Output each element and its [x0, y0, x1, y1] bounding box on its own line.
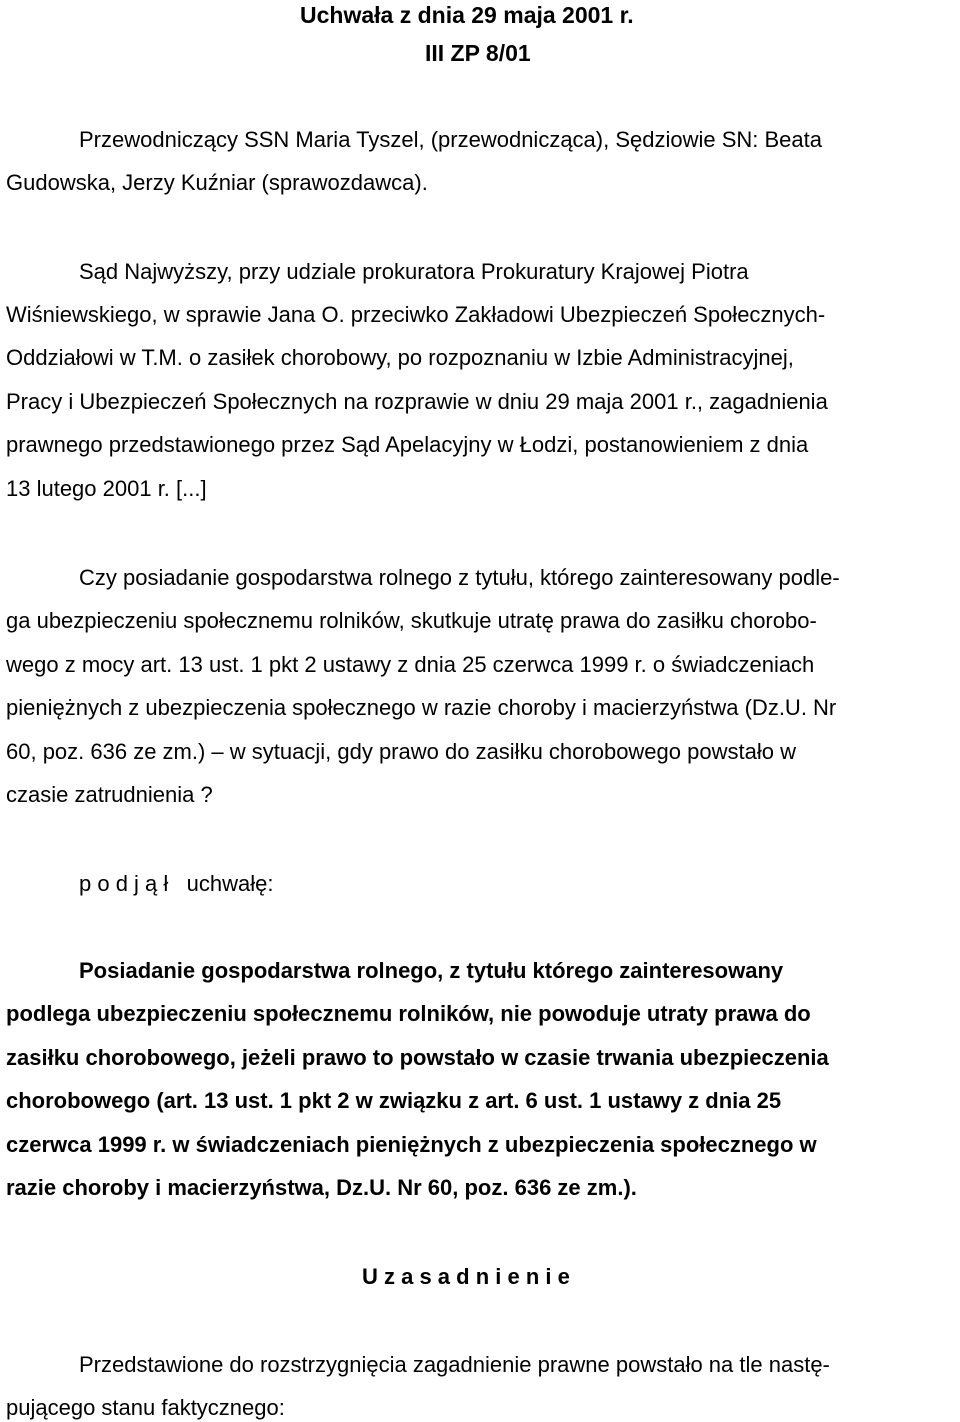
- question-line-2: ga ubezpieczeniu społecznemu rolników, skutkuje utratę prawa do zasiłku chorobo-: [6, 608, 817, 633]
- resolution-line-4: chorobowego (art. 13 ust. 1 pkt 2 w związku z art. 6 ust. 1 ustawy z dnia 25: [6, 1088, 782, 1113]
- document-title: Uchwała z dnia 29 maja 2001 r.: [300, 2, 634, 28]
- question-line-5: 60, poz. 636 ze zm.) – w sytuacji, gdy prawo do zasiłku chorobowego powstało w: [6, 739, 796, 764]
- question-line-1: Czy posiadanie gospodarstwa rolnego z tytułu, którego zainteresowany podle-: [79, 565, 840, 590]
- bench-line-2: Gudowska, Jerzy Kuźniar (sprawozdawca).: [6, 170, 428, 195]
- proceedings-line-4: Pracy i Ubezpieczeń Społecznych na rozprawie w dniu 29 maja 2001 r., zagadnienia: [6, 389, 828, 414]
- resolution-line-2: podlega ubezpieczeniu społecznemu rolników, nie powoduje utraty prawa do: [6, 1001, 811, 1026]
- resolution-intro: p o d j ą ł uchwałę:: [79, 871, 274, 896]
- proceedings-line-1: Sąd Najwyższy, przy udziale prokuratora Prokuratury Krajowej Piotra: [79, 259, 749, 284]
- justification-line-2: pującego stanu faktycznego:: [6, 1395, 285, 1420]
- proceedings-line-2: Wiśniewskiego, w sprawie Jana O. przeciwko Zakładowi Ubezpieczeń Społecznych-: [6, 302, 826, 327]
- justification-heading: U z a s a d n i e n i e: [362, 1264, 570, 1289]
- proceedings-line-6: 13 lutego 2001 r. [...]: [6, 476, 207, 501]
- proceedings-line-5: prawnego przedstawionego przez Sąd Apelacyjny w Łodzi, postanowieniem z dnia: [6, 432, 809, 457]
- question-line-6: czasie zatrudnienia ?: [6, 782, 213, 807]
- justification-line-1: Przedstawione do rozstrzygnięcia zagadnienie prawne powstało na tle nastę-: [79, 1352, 830, 1377]
- resolution-line-5: czerwca 1999 r. w świadczeniach pieniężnych z ubezpieczenia społecznego w: [6, 1132, 817, 1157]
- resolution-line-3: zasiłku chorobowego, jeżeli prawo to powstało w czasie trwania ubezpieczenia: [6, 1045, 829, 1070]
- question-line-4: pieniężnych z ubezpieczenia społecznego w razie choroby i macierzyństwa (Dz.U. Nr: [6, 695, 837, 720]
- case-number: III ZP 8/01: [425, 40, 531, 66]
- resolution-line-6: razie choroby i macierzyństwa, Dz.U. Nr 60, poz. 636 ze zm.).: [6, 1175, 637, 1200]
- question-line-3: wego z mocy art. 13 ust. 1 pkt 2 ustawy z dnia 25 czerwca 1999 r. o świadczeniach: [6, 652, 815, 677]
- resolution-line-1: Posiadanie gospodarstwa rolnego, z tytułu którego zainteresowany: [79, 958, 784, 983]
- bench-line-1: Przewodniczący SSN Maria Tyszel, (przewodnicząca), Sędziowie SN: Beata: [79, 127, 823, 152]
- proceedings-line-3: Oddziałowi w T.M. o zasiłek chorobowy, po rozpoznaniu w Izbie Administracyjnej,: [6, 345, 794, 370]
